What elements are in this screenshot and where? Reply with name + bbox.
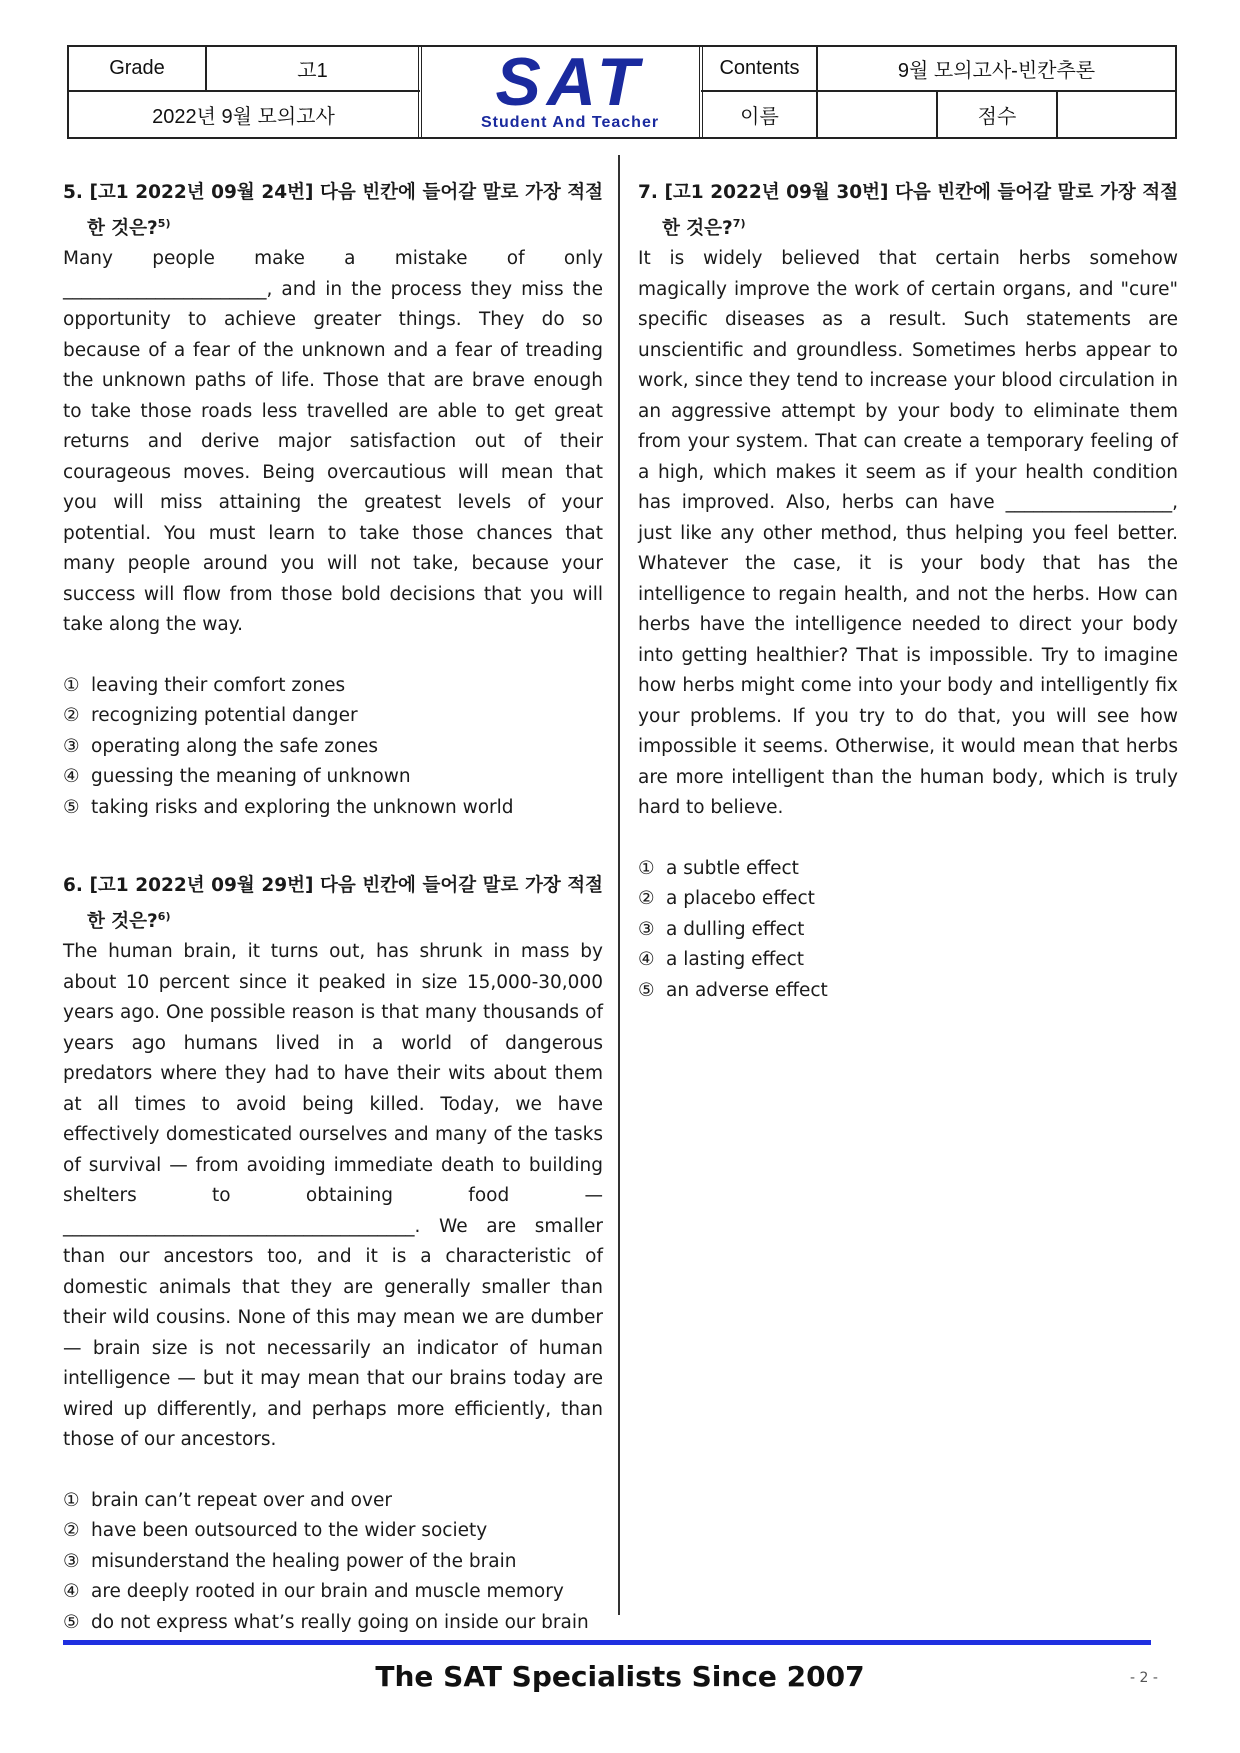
contents-value: 9월 모의고사-빈칸추론 bbox=[897, 60, 1096, 82]
answer-option[interactable]: ① a subtle effect bbox=[638, 857, 799, 879]
question-7 bbox=[638, 178, 1178, 1006]
header-divider bbox=[418, 47, 422, 137]
grade-label: Grade bbox=[109, 57, 165, 79]
answer-option[interactable]: ② recognizing potential danger bbox=[63, 705, 358, 727]
question-6 bbox=[63, 871, 603, 1638]
name-label: 이름 bbox=[740, 106, 779, 128]
sat-logo bbox=[429, 44, 711, 137]
footnote-marker: 7) bbox=[732, 216, 746, 230]
answer-option[interactable]: ② a placebo effect bbox=[638, 888, 815, 910]
question-5 bbox=[63, 178, 603, 823]
answer-option[interactable]: ⑤ do not express what’s really going on inside our brain bbox=[63, 1611, 589, 1633]
answer-option[interactable]: ④ guessing the meaning of unknown bbox=[63, 766, 411, 788]
answer-options bbox=[638, 854, 1178, 1007]
footnote-marker: 5) bbox=[157, 216, 171, 230]
answer-option[interactable]: ③ operating along the safe zones bbox=[63, 735, 379, 757]
question-passage: The human brain, it turns out, has shrunk in mass by about 10 percent since it peaked in size 15,000-30,000 years ago. One possible reason is that many thousands of years ago humans lived in a world of dangerous predators where they had to have their wits about them at all times to avoid being killed. Today, we have effectively domesticated ourselves and many of the tasks of survival — from avoiding immediate death to building shelters to obtaining food — ______________________________________. We are smaller than our ancestors too, and it is a characteristic of domestic animals that they are generally smaller than their wild cousins. None of this may mean we are dumber — brain size is not necessarily an indicator of human intelligence — but it may mean that our brains today are wired up differently, and perhaps more efficiently, than those of our ancestors. bbox=[63, 941, 603, 1451]
footer-rule bbox=[63, 1640, 1151, 1645]
grade-value: 고1 bbox=[297, 60, 328, 82]
answer-option[interactable]: ① brain can’t repeat over and over bbox=[63, 1489, 392, 1511]
question-passage: It is widely believed that certain herbs somehow magically improve the work of certain organs, and "cure" specific diseases as a result. Such statements are unscientific and groundless. Sometimes herbs appear to work, since they tend to increase your blood circulation in an aggressive attempt by your body to eliminate them from your system. That can create a temporary feeling of a high, which makes it seem as if your health condition has improved. Also, herbs can have __________________, just like any other method, thus helping you feel better. Whatever the case, it is your body that has the intelligence to regain health, and not the herbs. How can herbs have the intelligence needed to direct your body into getting healthier? That is impossible. Try to imagine how herbs might come into your body and intelligently fix your problems. If you try to do that, you will see how impossible it seems. Otherwise, it would mean that herbs are more intelligent than the human body, which is truly hard to believe. bbox=[638, 248, 1178, 819]
left-column bbox=[63, 178, 603, 1638]
logo-subtitle: Student And Teacher bbox=[480, 114, 660, 131]
question-title: 6. [고1 2022년 09월 29번] 다음 빈칸에 들어갈 말로 가장 적절한 것은?$^{6)}$ bbox=[63, 875, 603, 932]
score-field[interactable] bbox=[1058, 92, 1175, 137]
answer-option[interactable]: ④ a lasting effect bbox=[638, 949, 805, 971]
answer-option[interactable]: ② have been outsourced to the wider society bbox=[63, 1520, 488, 1542]
score-label: 점수 bbox=[977, 106, 1017, 128]
answer-option[interactable]: ③ a dulling effect bbox=[638, 918, 805, 940]
header-table bbox=[67, 45, 1177, 139]
answer-option[interactable]: ④ are deeply rooted in our brain and muscle memory bbox=[63, 1581, 564, 1603]
answer-option[interactable]: ⑤ taking risks and exploring the unknown world bbox=[63, 796, 514, 818]
right-column bbox=[638, 178, 1178, 1006]
answer-option[interactable]: ① leaving their comfort zones bbox=[63, 674, 346, 696]
page-number: - 2 - bbox=[1130, 1670, 1158, 1686]
footnote-marker: 6) bbox=[157, 909, 171, 923]
question-title: 5. [고1 2022년 09월 24번] 다음 빈칸에 들어갈 말로 가장 적절한 것은?$^{5)}$ bbox=[63, 182, 603, 239]
question-title: 7. [고1 2022년 09월 30번] 다음 빈칸에 들어갈 말로 가장 적절한 것은?$^{7)}$ bbox=[638, 182, 1178, 239]
footer-slogan: The SAT Specialists Since 2007 bbox=[375, 1660, 865, 1693]
name-field[interactable] bbox=[818, 92, 936, 137]
answer-option[interactable]: ⑤ an adverse effect bbox=[638, 979, 828, 1001]
answer-option[interactable]: ③ misunderstand the healing power of the brain bbox=[63, 1550, 517, 1572]
column-divider bbox=[618, 155, 620, 1615]
exam-name: 2022년 9월 모의고사 bbox=[152, 106, 335, 128]
logo-text: SAT bbox=[495, 44, 645, 120]
contents-label: Contents bbox=[719, 57, 800, 79]
question-passage: Many people make a mistake of only ______________________, and in the process they miss the opportunity to achieve greater things. They do so because of a fear of the unknown and a fear of treading the unknown paths of life. Those that are brave enough to take those roads less travelled are able to get great returns and derive major satisfaction out of their courageous moves. Being overcautious will mean that you will miss attaining the greatest levels of your potential. You must learn to take those chances that many people around you will not take, because your success will flow from those bold decisions that you will take along the way. bbox=[63, 248, 603, 636]
answer-options bbox=[63, 1486, 603, 1639]
answer-options bbox=[63, 671, 603, 824]
